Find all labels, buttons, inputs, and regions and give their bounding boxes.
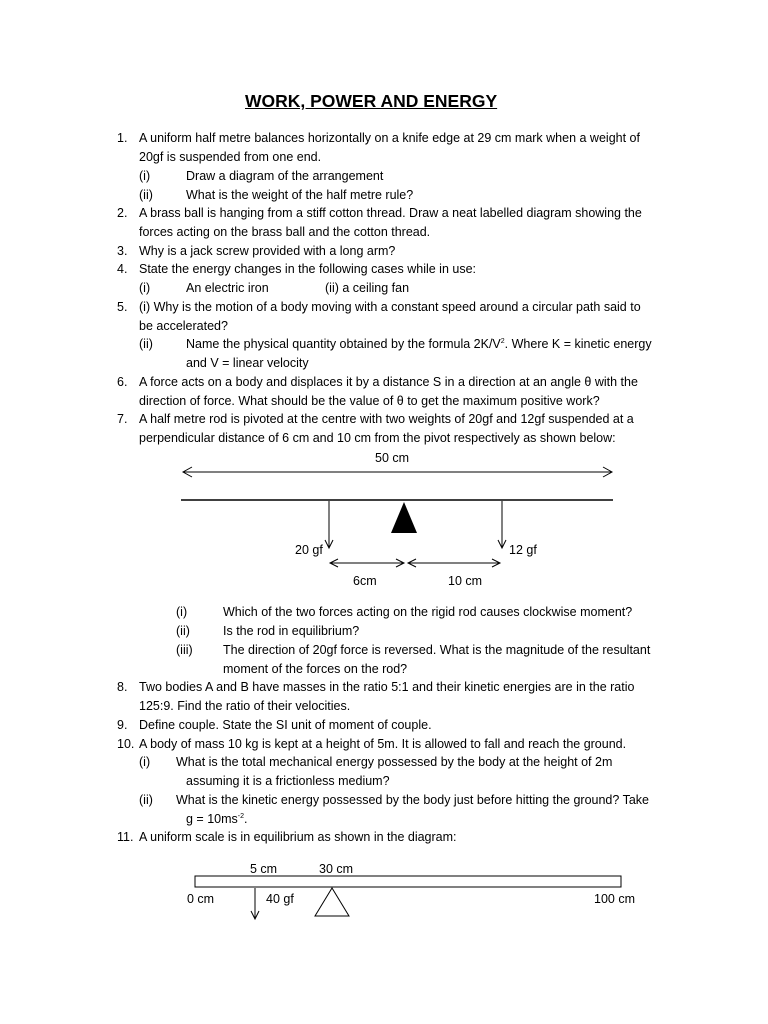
q5-sub2-number: (ii): [139, 337, 153, 351]
q7-sub1-text: Which of the two forces acting on the rigid rod causes clockwise moment?: [223, 605, 633, 619]
q1-sub2-text: What is the weight of the half metre rule?: [186, 188, 414, 202]
q3-line1: Why is a jack screw provided with a long arm?: [139, 244, 396, 258]
label-5cm: 5 cm: [250, 862, 278, 876]
q1-sub1-number: (i): [139, 169, 151, 183]
q11-line1: A uniform scale is in equilibrium as shown in the diagram:: [139, 830, 457, 844]
q1-sub1-text: Draw a diagram of the arrangement: [186, 169, 384, 183]
q10-sub2-text: What is the kinetic energy possessed by the body just before hitting the ground? Take: [176, 793, 649, 807]
q8-line1: Two bodies A and B have masses in the ratio 5:1 and their kinetic energies are in the ratio: [139, 680, 635, 694]
q7-line1: A half metre rod is pivoted at the centre with two weights of 20gf and 12gf suspended at a: [139, 412, 634, 426]
q4-sub1-number: (i): [139, 281, 151, 295]
q1-line2: 20gf is suspended from one end.: [139, 150, 322, 164]
q10-sub1-number: (i): [139, 755, 151, 769]
label-weight-20gf: 20 gf: [295, 543, 323, 557]
q1-sub2-number: (ii): [139, 188, 153, 202]
label-weight-40gf: 40 gf: [266, 892, 294, 906]
q7-sub1-number: (i): [176, 605, 188, 619]
q4-sub1-text: An electric iron: [186, 281, 269, 295]
q7-sub2-text: Is the rod in equilibrium?: [223, 624, 360, 638]
label-0cm: 0 cm: [187, 892, 215, 906]
q10-sub2-text-cont: $g = 10ms^{-2}$.: [186, 812, 248, 826]
q7-sub3-text-cont: moment of the forces on the rod?: [223, 662, 408, 676]
label-length: 50 cm: [375, 451, 410, 465]
q5-sub2-text: Name the physical quantity obtained by the formula $2K/V^2$. Where K = kinetic energy: [186, 337, 652, 351]
q1-number: 1.: [117, 131, 128, 145]
label-100cm: 100 cm: [594, 892, 635, 906]
q7-line2: perpendicular distance of 6 cm and 10 cm from the pivot respectively as shown below:: [139, 431, 616, 445]
pivot-triangle: [391, 502, 417, 533]
q6-line1: A force acts on a body and displaces it by a distance S in a direction at an angle θ with the: [139, 375, 638, 389]
q1-line1: A uniform half metre balances horizontally on a knife edge at 29 cm mark when a weight of: [139, 131, 640, 145]
q7-sub3-number: (iii): [176, 643, 193, 657]
label-distance-10cm: 10 cm: [448, 574, 483, 588]
q7-number: 7.: [117, 412, 128, 426]
q7-sub2-number: (ii): [176, 624, 190, 638]
q10-number: 10.: [117, 737, 135, 751]
q4-line1: State the energy changes in the following cases while in use:: [139, 262, 477, 276]
q5-line2: be accelerated?: [139, 319, 228, 333]
q4-sub2-text: (ii) a ceiling fan: [325, 281, 410, 295]
q8-number: 8.: [117, 680, 128, 694]
page-title: WORK, POWER AND ENERGY: [245, 91, 498, 111]
q6-line2: direction of force. What should be the value of θ to get the maximum positive work?: [139, 394, 600, 408]
q10-sub1-text-cont: assuming it is a frictionless medium?: [186, 774, 390, 788]
q5-line1: (i) Why is the motion of a body moving with a constant speed around a circular path said to: [139, 300, 641, 314]
label-distance-6cm: 6cm: [353, 574, 377, 588]
q2-number: 2.: [117, 206, 128, 220]
q6-number: 6.: [117, 375, 128, 389]
q9-number: 9.: [117, 718, 128, 732]
label-weight-12gf: 12 gf: [509, 543, 537, 557]
q11-number: 11.: [117, 830, 134, 844]
label-30cm: 30 cm: [319, 862, 354, 876]
fulcrum-triangle: [315, 888, 349, 916]
q5-number: 5.: [117, 300, 128, 314]
q4-number: 4.: [117, 262, 128, 276]
q9-line1: Define couple. State the SI unit of moment of couple.: [139, 718, 432, 732]
q7-sub3-text: The direction of 20gf force is reversed. What is the magnitude of the resultant: [223, 643, 651, 657]
q5-sub2-text-cont: and V = linear velocity: [186, 356, 309, 370]
q10-sub1-text: What is the total mechanical energy possessed by the body at the height of 2m: [176, 755, 613, 769]
q2-line1: A brass ball is hanging from a stiff cotton thread. Draw a neat labelled diagram showing the: [139, 206, 642, 220]
q8-line2: 125:9. Find the ratio of their velocities.: [139, 699, 351, 713]
q10-line1: A body of mass 10 kg is kept at a height of 5m. It is allowed to fall and reach the ground.: [139, 737, 627, 751]
q2-line2: forces acting on the brass ball and the cotton thread.: [139, 225, 431, 239]
scale-bar: [195, 876, 621, 887]
q10-sub2-number: (ii): [139, 793, 153, 807]
q3-number: 3.: [117, 244, 128, 258]
